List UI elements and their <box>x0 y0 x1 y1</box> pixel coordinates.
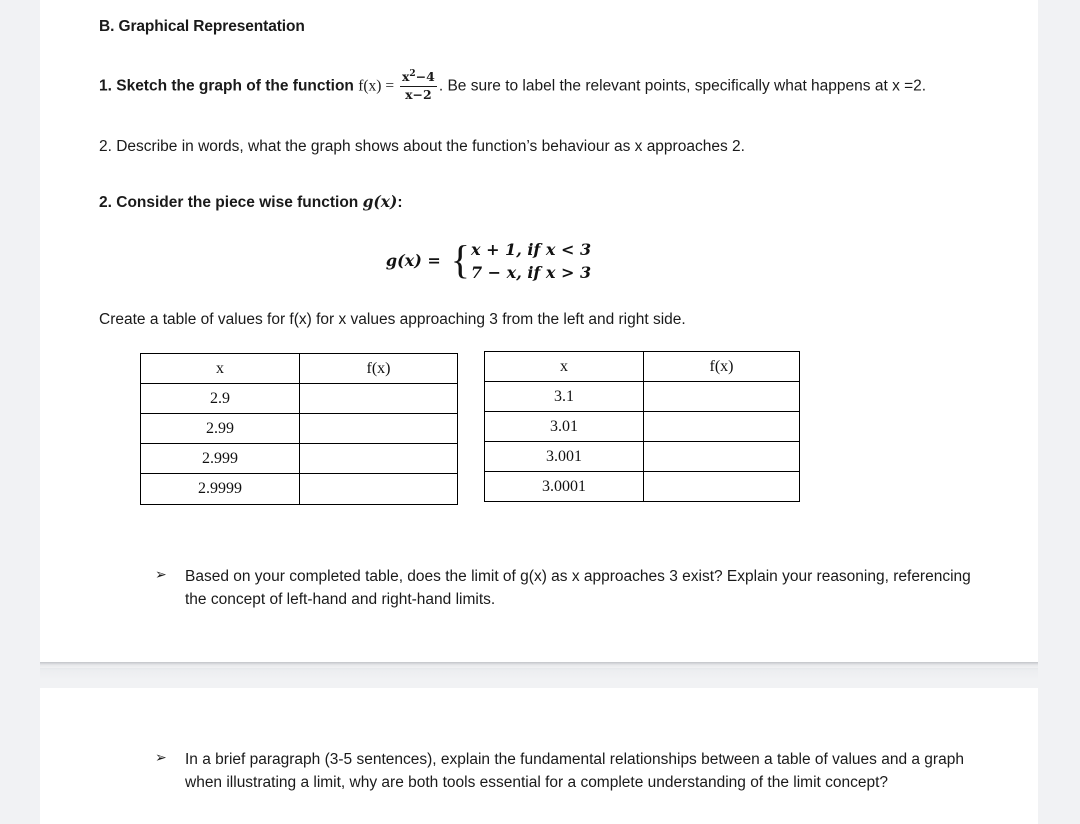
fraction-numerator-exponent: 2 <box>409 69 416 79</box>
piecewise-case-2: 7 − x, if x > 3 <box>470 262 592 282</box>
left-table-cell-fx[interactable] <box>300 414 458 444</box>
question-1-trailing: . Be sure to label the relevant points, specifically what happens at x =2. <box>438 77 927 95</box>
arrow-bullet-icon: ➢ <box>155 750 167 766</box>
piecewise-case-1: x + 1, if x < 3 <box>470 239 592 259</box>
table-instruction: Create a table of values for f(x) for x values approaching 3 from the left and right side. <box>99 311 686 329</box>
right-table-cell-x: 3.01 <box>485 412 644 442</box>
left-table-cell-x: 2.99 <box>141 414 300 444</box>
left-table-cell-x: 2.9999 <box>141 474 300 505</box>
right-table-header-fx: f(x) <box>644 352 800 382</box>
question-1 <box>99 70 1008 103</box>
table-row <box>485 472 800 502</box>
right-table-cell-fx[interactable] <box>644 382 800 412</box>
piecewise-equation <box>386 238 591 284</box>
left-table-cell-fx[interactable] <box>300 444 458 474</box>
tables-container <box>99 353 1008 509</box>
fraction-numerator <box>400 69 437 87</box>
question-1-equals: = <box>381 77 398 95</box>
table-row <box>141 414 458 444</box>
left-table-cell-x: 2.9 <box>141 384 300 414</box>
question-2-g-of-x: g(x) <box>362 191 398 211</box>
question-2-text: Consider the piece wise function <box>116 193 363 211</box>
left-table-head <box>141 354 458 384</box>
right-table-head <box>485 352 800 382</box>
right-table-body <box>485 382 800 502</box>
left-table-cell-fx[interactable] <box>300 384 458 414</box>
piecewise-lhs: g(x) = <box>385 251 441 271</box>
right-table-cell-fx[interactable] <box>644 412 800 442</box>
piecewise-cases <box>471 238 591 284</box>
piecewise-brace: { <box>450 236 470 282</box>
left-table-header-x: x <box>141 354 300 384</box>
table-row <box>141 474 458 505</box>
right-table-cell-x: 3.1 <box>485 382 644 412</box>
section-heading: B. Graphical Representation <box>99 18 305 35</box>
question-2-describe: 2. Describe in words, what the graph shows about the function’s behaviour as x approaches 2. <box>99 137 745 155</box>
fraction-denominator: x−2 <box>405 86 432 102</box>
right-values-table <box>484 351 800 502</box>
table-row <box>485 442 800 472</box>
left-values-table <box>140 353 458 505</box>
page-1-content <box>40 18 1038 612</box>
left-table-cell-fx[interactable] <box>300 474 458 505</box>
document-page-2 <box>40 688 1038 824</box>
fraction-numerator-rest: −4 <box>415 69 435 85</box>
page-2-content <box>40 748 1038 795</box>
arrow-bullet-icon: ➢ <box>155 567 167 584</box>
fraction-numerator-base: x <box>401 69 410 85</box>
bullet-text-paragraph-question: In a brief paragraph (3-5 sentences), explain the fundamental relationships between a table of values and a graph when illustrating a limit, why are both tools essential for a complete understanding of the limit concept? <box>185 751 964 792</box>
document-page-1 <box>40 0 1038 668</box>
right-table-cell-fx[interactable] <box>644 442 800 472</box>
right-table-cell-fx[interactable] <box>644 472 800 502</box>
question-2-number: 2. <box>99 193 112 211</box>
list-item <box>99 748 1008 795</box>
piecewise-equation-block <box>99 238 1008 284</box>
right-table-cell-x: 3.0001 <box>485 472 644 502</box>
page-break-shadow <box>40 662 1038 688</box>
table-row <box>485 412 800 442</box>
table-row <box>141 444 458 474</box>
left-table-body <box>141 384 458 505</box>
question-2-piecewise-intro <box>99 192 1008 214</box>
left-table-cell-x: 2.999 <box>141 444 300 474</box>
list-item <box>99 565 1008 612</box>
right-table-header-x: x <box>485 352 644 382</box>
table-row <box>141 384 458 414</box>
table-header-row <box>485 352 800 382</box>
bullet-text-limit-question: Based on your completed table, does the limit of g(x) as x approaches 3 exist? Explain your reasoning, referencing the concept of left-hand and right-hand limits. <box>185 568 971 609</box>
fraction-x2-minus-4-over-x-minus-2 <box>400 69 437 102</box>
question-1-fx-label: f(x) <box>358 77 382 95</box>
right-table-cell-x: 3.001 <box>485 442 644 472</box>
question-1-prompt: 1. Sketch the graph of the function <box>99 77 359 95</box>
left-table-header-fx: f(x) <box>300 354 458 384</box>
question-2-colon: : <box>397 193 403 211</box>
table-row <box>485 382 800 412</box>
table-header-row <box>141 354 458 384</box>
